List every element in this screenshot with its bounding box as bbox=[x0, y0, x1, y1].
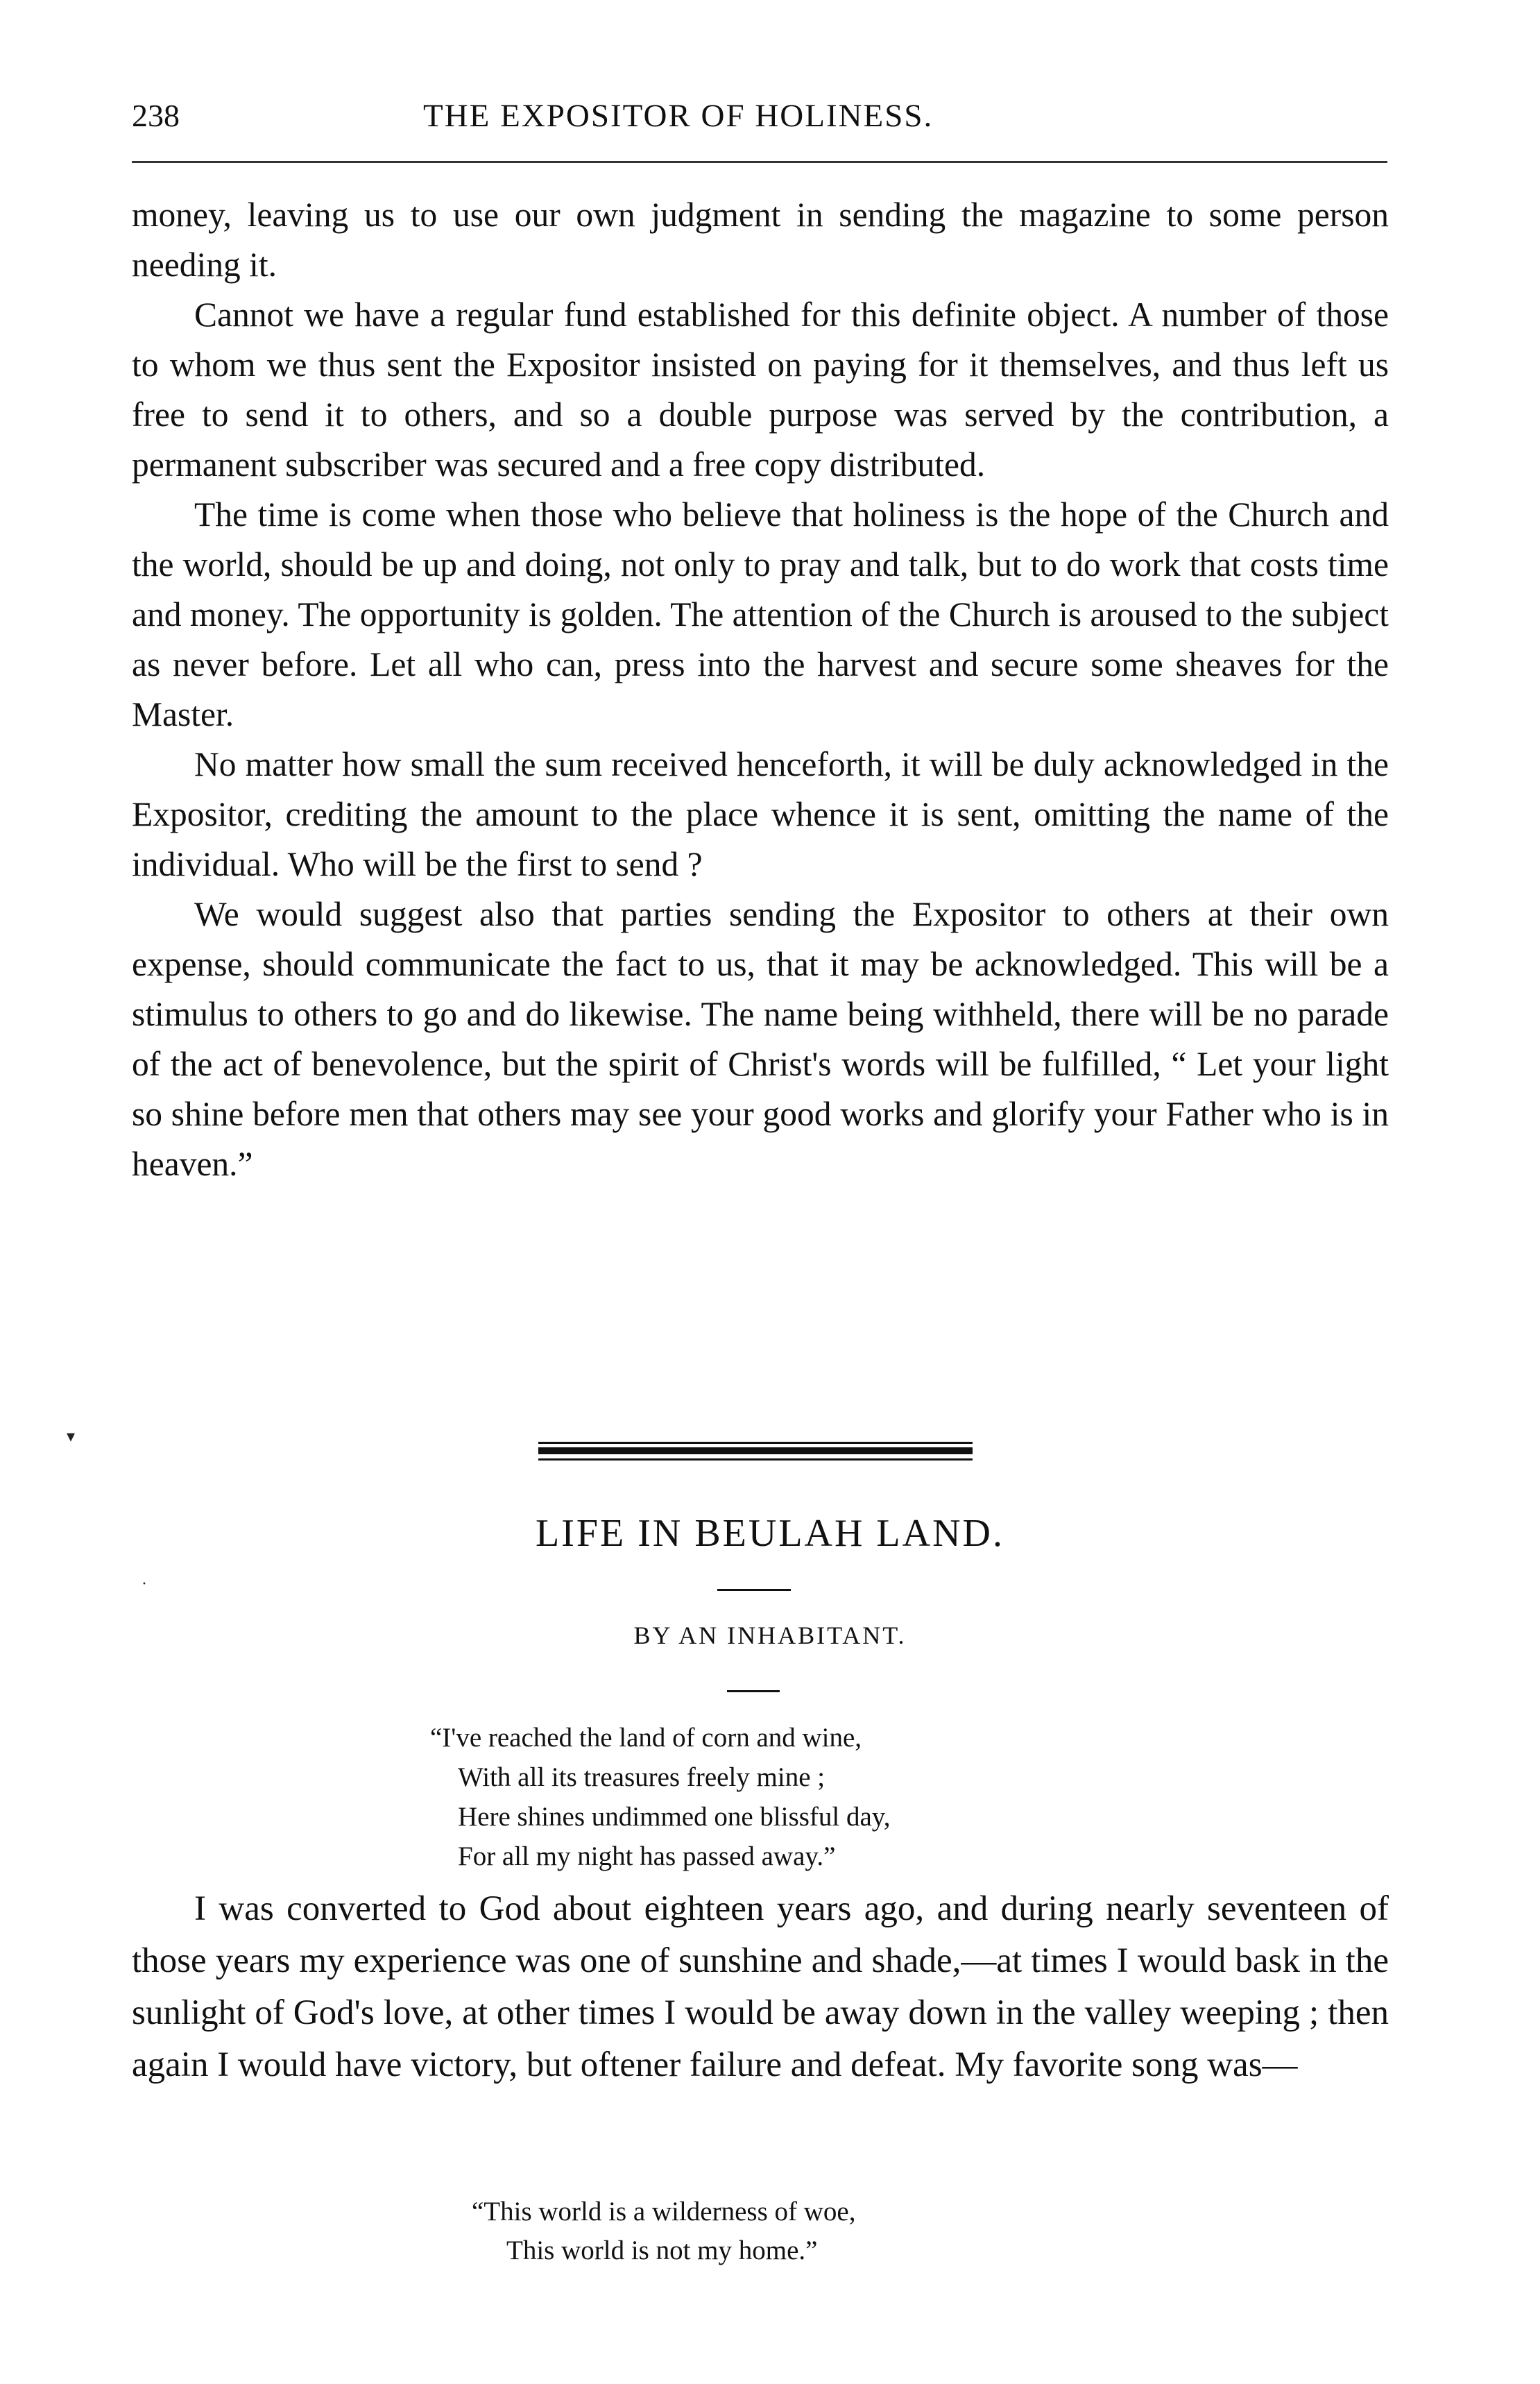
header-rule bbox=[132, 161, 1387, 163]
title-divider bbox=[717, 1589, 791, 1591]
verse-line: With all its treasures freely mine ; bbox=[458, 1762, 825, 1792]
paragraph: The time is come when those who believe that holiness is the hope of the Church and the world, should be up and doing, not only to pray and talk, but to do work that costs time and money. The opportunity is golden. The attention of the Church is aroused to the subject as never before. Let all who can, press into the harvest and secure some sheaves for the Master. bbox=[132, 495, 1389, 733]
ornamental-rule-thin-bottom bbox=[538, 1458, 973, 1461]
ornamental-rule-thin-top bbox=[538, 1442, 973, 1444]
paragraph: We would suggest also that parties sending the Expositor to others at their own expense, should communicate the fact to us, that it may be acknowledged. This will be a stimulus to others to go and do likewise. The name being withheld, there will be no parade of the act of benevolence, but the spirit of Christ's words will be fulfilled, “ Let your light so shine before men that others may see your good works and glorify your Father who is in heaven.” bbox=[132, 895, 1389, 1183]
verse-line: “I've reached the land of corn and wine, bbox=[430, 1723, 862, 1753]
paragraph: money, leaving us to use our own judgment in sending the magazine to some person needing it. bbox=[132, 196, 1389, 284]
running-title: THE EXPOSITOR OF HOLINESS. bbox=[423, 98, 934, 134]
song-quote bbox=[472, 2193, 855, 2270]
song-line: “This world is a wilderness of woe, bbox=[472, 2197, 856, 2227]
article-text bbox=[132, 1883, 1389, 2091]
verse-line: Here shines undimmed one blissful day, bbox=[458, 1802, 891, 1832]
article-title: LIFE IN BEULAH LAND. bbox=[536, 1512, 1004, 1555]
article-byline: BY AN INHABITANT. bbox=[633, 1621, 907, 1649]
page-number: 238 bbox=[132, 98, 180, 133]
margin-mark: ▾ bbox=[67, 1428, 76, 1446]
paragraph: Cannot we have a regular fund established for this definite object. A number of those to whom we thus sent the Expositor insisted on paying for it themselves, and thus left us free to send it to others, and so a double purpose was served by the contribution, a permanent subscriber was secured and a free copy distributed. bbox=[132, 296, 1389, 484]
paragraph: I was converted to God about eighteen years ago, and during nearly seventeen of those years my experience was one of sunshine and shade,—at times I would bask in the sunlight of God's love, at other times I would be away down in the valley weeping ; then again I would have victory, but oftener failure and defeat. My favorite song was— bbox=[132, 1889, 1389, 2084]
ornamental-rule-thick bbox=[538, 1447, 973, 1454]
editorial-text bbox=[132, 190, 1389, 1189]
byline-divider bbox=[727, 1690, 780, 1692]
epigraph-verse bbox=[430, 1718, 891, 1876]
margin-mark: · bbox=[142, 1575, 147, 1593]
paragraph: No matter how small the sum received henceforth, it will be duly acknowledged in the Expositor, crediting the amount to the place whence it is sent, omitting the name of the individual. Who will be the first to send ? bbox=[132, 745, 1389, 883]
running-header bbox=[132, 97, 1387, 153]
verse-line: For all my night has passed away.” bbox=[458, 1841, 836, 1871]
song-line: This world is not my home.” bbox=[506, 2236, 818, 2265]
